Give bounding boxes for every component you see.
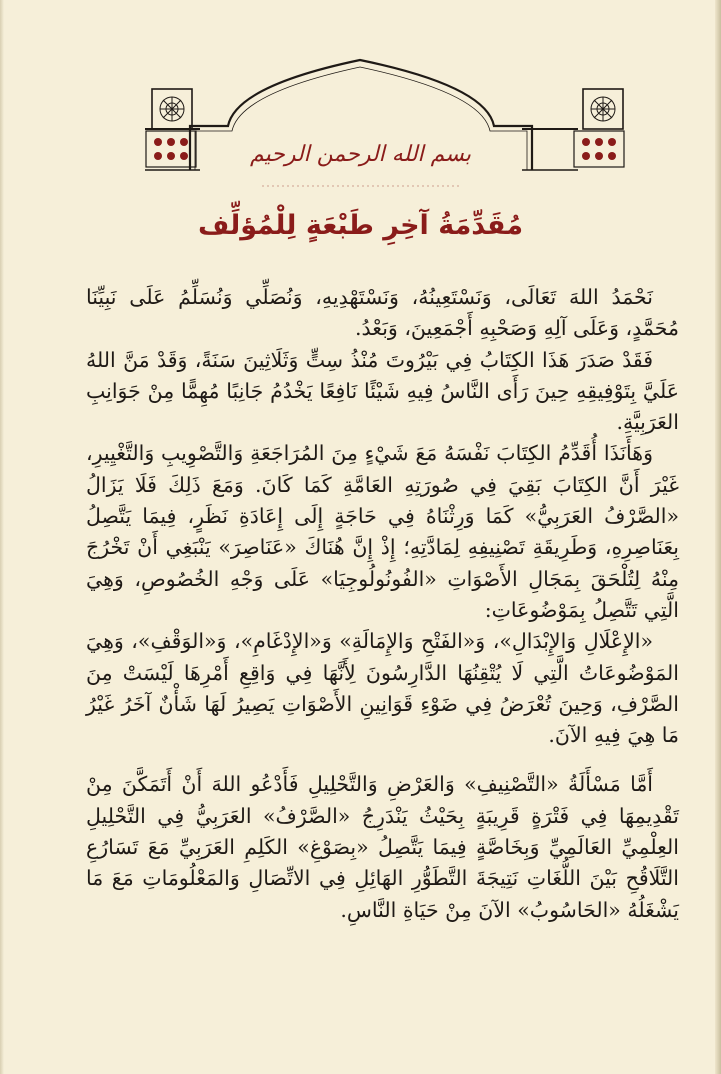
paragraph: وَهَأَنَذَا أُقَدِّمُ الكِتَابَ نَفْسَهُ مَعَ شَيْءٍ مِنَ المُرَاجَعَةِ وَالتَّصْوِيبِ وَالتَّغْيِيرِ، غَيْرَ أَنَّ الكِتَابَ بَقِيَ فِي صُورَتِهِ العَامَّةِ كَمَا كَانَ. وَمَعَ ذَلِكَ فَلَا يَزَالُ «الصَّرْفُ العَرَبِيُّ» كَمَا وَرِثْنَاهُ فِي حَاجَةٍ إِلَى إِعَادَةِ نَظَرٍ، فِيمَا يَتَّصِلُ بِعَنَاصِرِهِ، وَطَرِيقَةِ تَصْنِيفِهِ لِمَادَّتِهِ؛ إِذْ إِنَّ هُنَاكَ «عَنَاصِرَ» يَنْبَغِي أَنْ تَخْرُجَ مِنْهُ لِتُلْحَقَ بِمَجَالِ الأَصْوَاتِ «الفُونُولُوجِيَا» عَلَى وَجْهِ الخُصُوصِ، وَهِيَ الَّتِي تَتَّصِلُ بِمَوْضُوعَاتِ:: [86, 441, 679, 622]
paragraph: نَحْمَدُ اللهَ تَعَالَى، وَنَسْتَعِينُهُ، وَنَسْتَهْدِيهِ، وَنُصَلِّي وَنُسَلِّمُ عَلَى نَبِيِّنَا مُحَمَّدٍ، وَعَلَى آلِهِ وَصَحْبِهِ أَجْمَعِينَ، وَبَعْدُ.: [86, 285, 679, 341]
paragraph: فَقَدْ صَدَرَ هَذَا الكِتَابُ فِي بَيْرُوتَ مُنْذُ سِتٍّ وَثَلَاثِينَ سَنَةً، وَقَدْ مَنَّ اللهُ عَلَيَّ بِتَوْفِيقِهِ حِينَ رَأَى النَّاسُ فِيهِ شَيْئًا نَافِعًا يَخْدُمُ جَانِبًا مُهِمًّا مِنْ جَوَانِبِ العَرَبِيَّةِ.: [86, 347, 679, 435]
basmala-calligraphy: بسم الله الرحمن الرحيم: [249, 142, 472, 167]
page-title: مُقَدِّمَةُ آخِرِ طَبْعَةٍ لِلْمُؤلِّف: [197, 210, 524, 241]
paragraph: «الإِعْلَالِ وَالإِبْدَالِ»، وَ«الفَتْحِ وَالإِمَالَةِ» وَ«الإِدْغَامِ»، وَ«الوَقْفِ»، وَهِيَ المَوْضُوعَاتُ الَّتِي لَا يُتْقِنُهَا الدَّارِسُونَ لِأَنَّهَا فِي وَاقِعِ أَمْرِهَا لَيْسَتْ مِنَ الصَّرْفِ، وَحِينَ تُعْرَضُ فِي ضَوْءِ قَوَانِينِ الأَصْوَاتِ يَصِيرُ لَهَا شَأْنٌ آخَرُ غَيْرُ مَا هِيَ فِيهِ الآنَ.: [86, 629, 679, 748]
body-text: [86, 282, 679, 926]
paragraph: أَمَّا مَسْأَلَةُ «التَّصْنِيفِ» وَالعَرْضِ وَالتَّحْلِيلِ فَأَدْعُو اللهَ أَنْ أَتَمَكَّنَ مِنْ تَقْدِيمِهَا فِي فَتْرَةٍ قَرِيبَةٍ بِحَيْثُ يَنْدَرِجُ «الصَّرْفُ» العَرَبِيُّ فِي التَّحْلِيلِ العِلْمِيِّ العَالَمِيِّ وَبِخَاصَّةٍ فِيمَا يَتَّصِلُ «بِصَوْغِ» الكَلِمِ العَرَبِيِّ مَعَ تَسَارُعِ التَّلَاقُحِ بَيْنَ اللُّغَاتِ نَتِيجَةَ التَّطَوُّرِ الهَائِلِ فِي الاتِّصَالِ وَالمَعْلُومَاتِ مَعَ مَا يَشْغَلُهُ «الحَاسُوبُ» الآنَ مِنْ حَيَاةِ النَّاسِ.: [86, 772, 679, 922]
